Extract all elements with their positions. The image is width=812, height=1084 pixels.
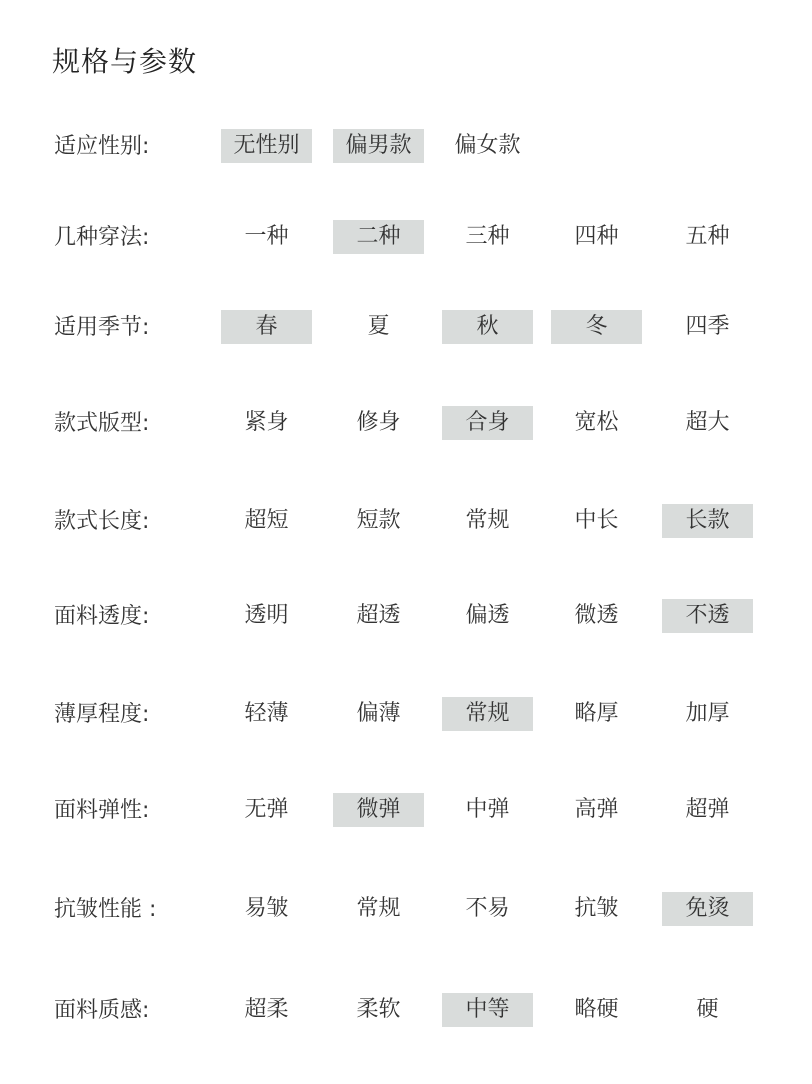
spec-option: 三种 bbox=[465, 224, 510, 249]
spec-label: 几种穿法: bbox=[54, 225, 150, 250]
spec-option: 轻薄 bbox=[244, 701, 289, 726]
spec-label: 款式长度: bbox=[54, 509, 150, 534]
spec-row bbox=[0, 310, 812, 346]
spec-option: 超柔 bbox=[244, 997, 289, 1022]
spec-label: 适应性别: bbox=[54, 134, 150, 159]
spec-option-selected: 春 bbox=[221, 310, 312, 344]
spec-option: 硬 bbox=[696, 997, 719, 1022]
spec-option: 紧身 bbox=[244, 410, 289, 435]
spec-option-selected: 合身 bbox=[442, 406, 533, 440]
spec-option: 常规 bbox=[465, 508, 510, 533]
spec-row bbox=[0, 406, 812, 442]
spec-option-selected: 二种 bbox=[333, 220, 424, 254]
spec-label: 面料透度: bbox=[54, 604, 150, 629]
spec-option: 中弹 bbox=[465, 797, 510, 822]
spec-option: 常规 bbox=[356, 896, 401, 921]
spec-option-selected: 常规 bbox=[442, 697, 533, 731]
page-title: 规格与参数 bbox=[52, 45, 198, 78]
spec-label: 面料弹性: bbox=[54, 798, 150, 823]
spec-option: 微透 bbox=[574, 603, 619, 628]
spec-label: 抗皱性能 : bbox=[54, 897, 157, 922]
spec-option: 无弹 bbox=[244, 797, 289, 822]
spec-option-selected: 免烫 bbox=[662, 892, 753, 926]
spec-option: 修身 bbox=[356, 410, 401, 435]
spec-option: 透明 bbox=[244, 603, 289, 628]
spec-option: 柔软 bbox=[356, 997, 401, 1022]
spec-option: 不易 bbox=[465, 896, 510, 921]
spec-option: 超透 bbox=[356, 603, 401, 628]
spec-option: 宽松 bbox=[574, 410, 619, 435]
spec-option: 四季 bbox=[685, 314, 730, 339]
spec-option: 超短 bbox=[244, 508, 289, 533]
spec-option-selected: 中等 bbox=[442, 993, 533, 1027]
spec-option-selected: 微弹 bbox=[333, 793, 424, 827]
spec-label: 面料质感: bbox=[54, 998, 150, 1023]
spec-option: 夏 bbox=[367, 314, 390, 339]
spec-option: 偏薄 bbox=[356, 701, 401, 726]
spec-option: 五种 bbox=[685, 224, 730, 249]
spec-option: 抗皱 bbox=[574, 896, 619, 921]
spec-row bbox=[0, 129, 812, 165]
spec-row bbox=[0, 220, 812, 256]
spec-row bbox=[0, 793, 812, 829]
spec-option: 高弹 bbox=[574, 797, 619, 822]
spec-option: 一种 bbox=[244, 224, 289, 249]
spec-option-selected: 偏男款 bbox=[333, 129, 424, 163]
spec-label: 适用季节: bbox=[54, 315, 150, 340]
spec-option-selected: 无性别 bbox=[221, 129, 312, 163]
spec-label: 款式版型: bbox=[54, 411, 150, 436]
spec-option: 四种 bbox=[574, 224, 619, 249]
spec-option-selected: 秋 bbox=[442, 310, 533, 344]
spec-option: 超弹 bbox=[685, 797, 730, 822]
spec-row bbox=[0, 892, 812, 928]
spec-option-selected: 长款 bbox=[662, 504, 753, 538]
spec-option: 偏透 bbox=[465, 603, 510, 628]
spec-option: 超大 bbox=[685, 410, 730, 435]
spec-row bbox=[0, 504, 812, 540]
spec-option: 易皱 bbox=[244, 896, 289, 921]
spec-row bbox=[0, 993, 812, 1029]
spec-option: 短款 bbox=[356, 508, 401, 533]
spec-option-selected: 冬 bbox=[551, 310, 642, 344]
spec-option: 偏女款 bbox=[454, 133, 521, 158]
spec-label: 薄厚程度: bbox=[54, 702, 150, 727]
spec-option: 略厚 bbox=[574, 701, 619, 726]
spec-option-selected: 不透 bbox=[662, 599, 753, 633]
spec-option: 加厚 bbox=[685, 701, 730, 726]
spec-option: 略硬 bbox=[574, 997, 619, 1022]
spec-option: 中长 bbox=[574, 508, 619, 533]
spec-row bbox=[0, 599, 812, 635]
spec-row bbox=[0, 697, 812, 733]
